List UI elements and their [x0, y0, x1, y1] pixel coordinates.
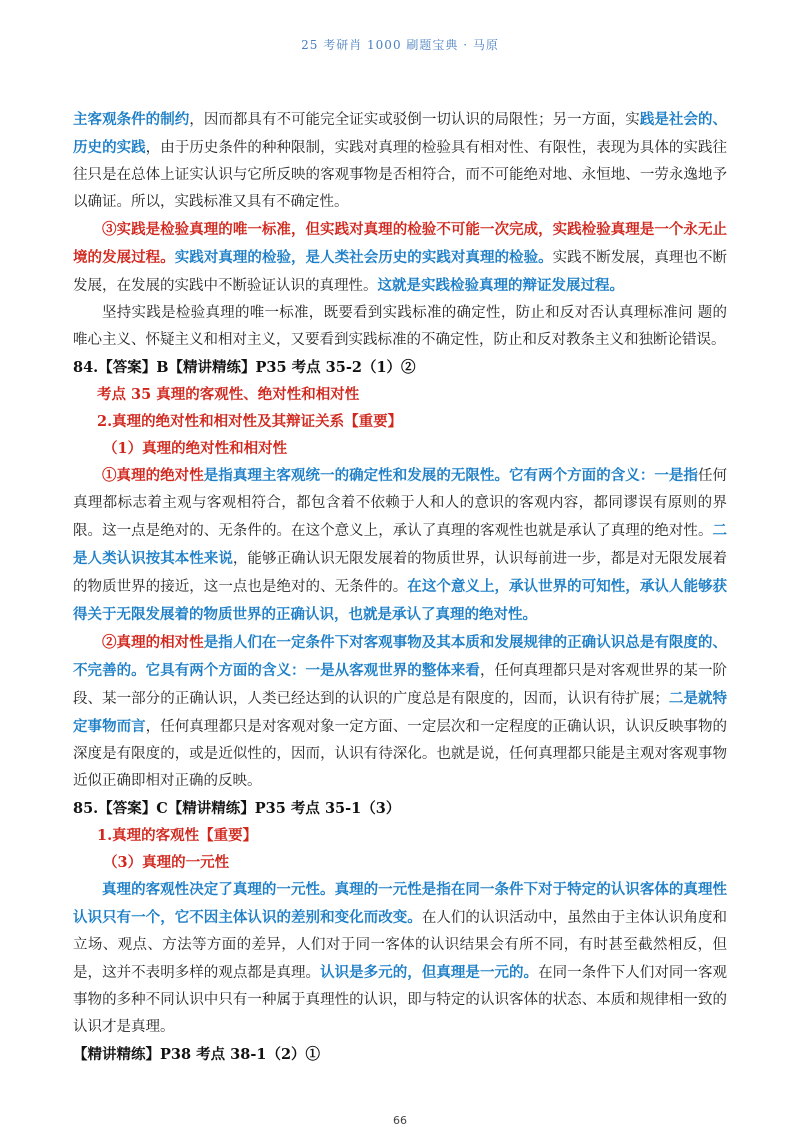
paragraph-adhere-practice: 坚持实践是检验真理的唯一标准，既要看到实践标准的确定性，防止和反对否认真理标准问 题的唯心主义、怀疑主义和相对主义，又要看到实践标准的不确定性，防止和反对教条主义和独断论错误。 [73, 305, 727, 348]
paragraph-truth-absoluteness: ①真理的绝对性是指真理主客观统一的确定性和发展的无限性。它有两个方面的含义：一是指任何真理都标志着主观与客观相符合，都包含着不依赖于人和人的意识的客观内容，都同谬误有原则的界限。这一点是绝对的、无条件的。在这个意义上，承认了真理的客观性也就是承认了真理的绝对性。二是人类认识按其本性来说，能够正确认识无限发展着的物质世界，认识每前进一步，都是对无限发展着的物质世界的接近，这一点也是绝对的、无条件的。在这个意义上，承认世界的可知性，承认人能够获得关于无限发展着的物质世界的正确认识，也就是承认了真理的绝对性。 [73, 467, 728, 623]
paragraph-truth-monism: 真理的客观性决定了真理的一元性。真理的一元性是指在同一条件下对于特定的认识客体的真理性认识只有一个，它不因主体认识的差别和变化而改变。在人们的认识活动中，虽然由于主体认识角度和立场、观点、方法等方面的差异，人们对于同一客体的认识结果会有所不同，有时甚至截然相反，但是，这并不表明多样的观点都是真理。认识是多元的，但真理是一元的。在同一条件下人们对同一客观事物的多种不同认识中只有一种属于真理性的认识，即与特定的认识客体的状态、本质和规律相一致的认识才是真理。 [73, 881, 728, 1035]
answer-84: 84.【答案】B【精讲精练】P35 考点 35-2（1）② [73, 359, 416, 376]
kaodian-35-title: 考点 35 真理的客观性、绝对性和相对性 [97, 386, 360, 403]
subsection-monism: （3）真理的一元性 [103, 854, 230, 871]
paragraph-practice-standard: ③实践是检验真理的唯一标准，但实践对真理的检验不可能一次完成，实践检验真理是一个永无止境的发展过程。实践对真理的检验，是人类社会历史的实践对真理的检验。实践不断发展，真理也不断发展，在发展的实践中不断验证认识的真理性。这就是实践检验真理的辩证发展过程。 [73, 221, 728, 294]
section-absolute-relative: 2.真理的绝对性和相对性及其辩证关系【重要】 [97, 413, 403, 430]
subsection-absolute-relative: （1）真理的绝对性和相对性 [103, 440, 288, 457]
section-objectivity: 1.真理的客观性【重要】 [97, 827, 258, 844]
answer-85: 85.【答案】C【精讲精练】P35 考点 35-1（3） [73, 800, 401, 817]
page-content [73, 106, 727, 1068]
paragraph-practice-uncertainty: 主客观条件的制约，因而都具有不可能完全证实或驳倒一切认识的局限性；另一方面，实践是社会的、历史的实践，由于历史条件的种种限制，实践对真理的检验具有相对性、有限性，表现为具体的实践往往只是在总体上证实认识与它所反映的客观事物是否相符合，而不可能绝对地、永恒地、一劳永逸地予以确证。所以，实践标准又具有不确定性。 [73, 111, 728, 210]
reference-line: 【精讲精练】P38 考点 38-1（2）① [73, 1046, 321, 1063]
page-number: 66 [393, 1114, 407, 1127]
paragraph-truth-relativity: ②真理的相对性是指人们在一定条件下对客观事物及其本质和发展规律的正确认识总是有限度的、不完善的。它具有两个方面的含义：一是从客观世界的整体来看，任何真理都只是对客观世界的某一阶段、某一部分的正确认识，人类已经达到的认识的广度总是有限度的，因而，认识有待扩展；二是就特定事物而言，任何真理都只是对客观对象一定方面、一定层次和一定程度的正确认识，认识反映事物的深度是有限度的，或是近似性的，因而，认识有待深化。也就是说，任何真理都只能是主观对客观事物近似正确即相对正确的反映。 [73, 634, 728, 789]
page-header: 25 考研肖 1000 刷题宝典 · 马原 [301, 38, 499, 52]
